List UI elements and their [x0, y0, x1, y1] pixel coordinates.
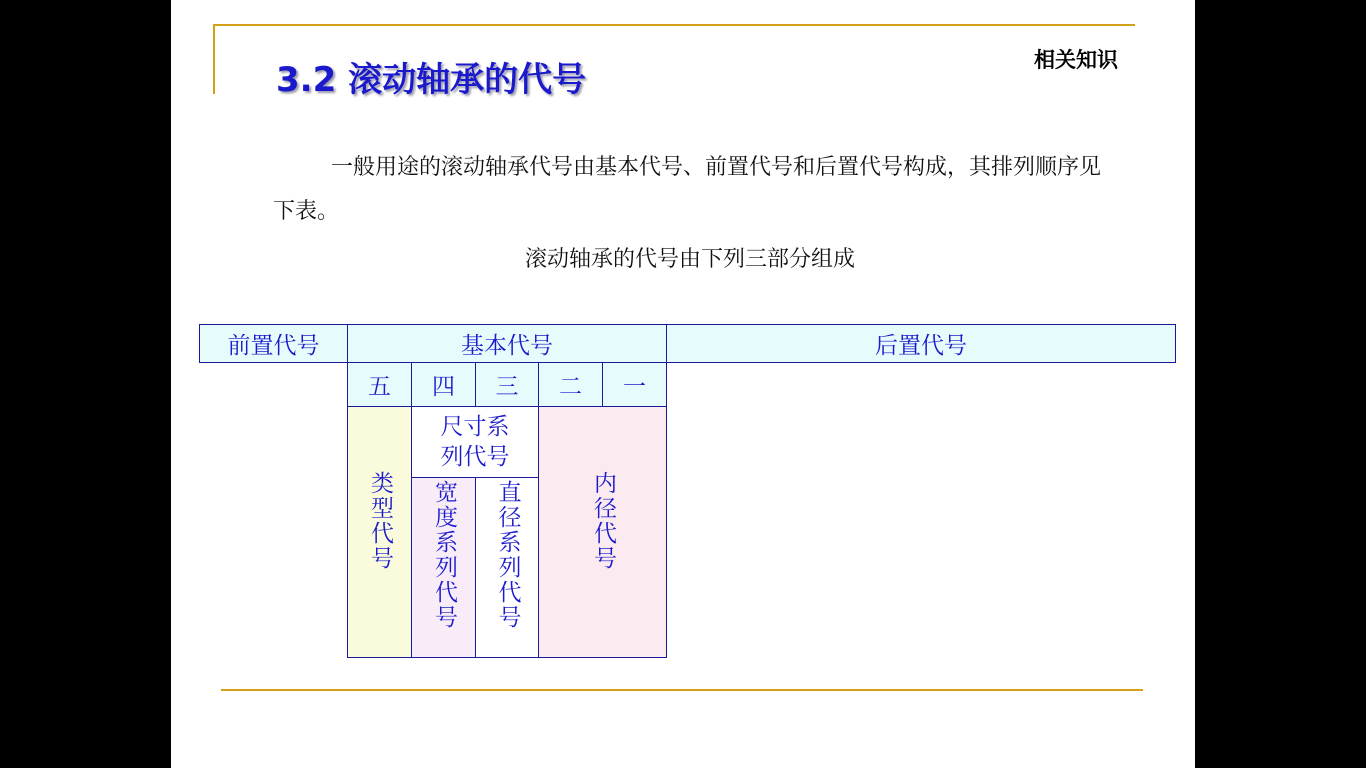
table-caption: 滚动轴承的代号由下列三部分组成 [524, 247, 855, 272]
position-2: 二 [538, 362, 603, 407]
diameter-series-cell [475, 477, 539, 658]
width-series-label: 宽度系列代号 [431, 480, 457, 630]
bore-code-label: 内径代号 [590, 471, 616, 571]
size-series-cell [411, 406, 539, 478]
type-code-label: 类型代号 [367, 471, 393, 571]
size-series-label: 尺寸系列代号 [440, 414, 510, 470]
width-series-cell [411, 477, 476, 658]
slide [171, 0, 1195, 768]
basic-code-header: 基本代号 [347, 324, 667, 363]
intro-paragraph: 一般用途的滚动轴承代号由基本代号、前置代号和后置代号构成，其排列顺序见下表。 [273, 155, 1102, 224]
position-3: 三 [475, 362, 539, 407]
left-rule [213, 24, 215, 94]
section-tag: 相关知识 [1034, 47, 1118, 72]
position-1: 一 [602, 362, 667, 407]
position-4: 四 [411, 362, 476, 407]
bore-code-cell [538, 406, 667, 658]
diameter-series-label: 直径系列代号 [494, 480, 521, 630]
slide-title: 3.2 滚动轴承的代号 [276, 60, 587, 100]
top-rule [213, 24, 1135, 26]
prefix-code-header: 前置代号 [199, 324, 348, 363]
type-code-cell [347, 406, 412, 658]
position-5: 五 [347, 362, 412, 407]
suffix-code-header: 后置代号 [666, 324, 1176, 363]
bottom-rule [221, 689, 1143, 691]
